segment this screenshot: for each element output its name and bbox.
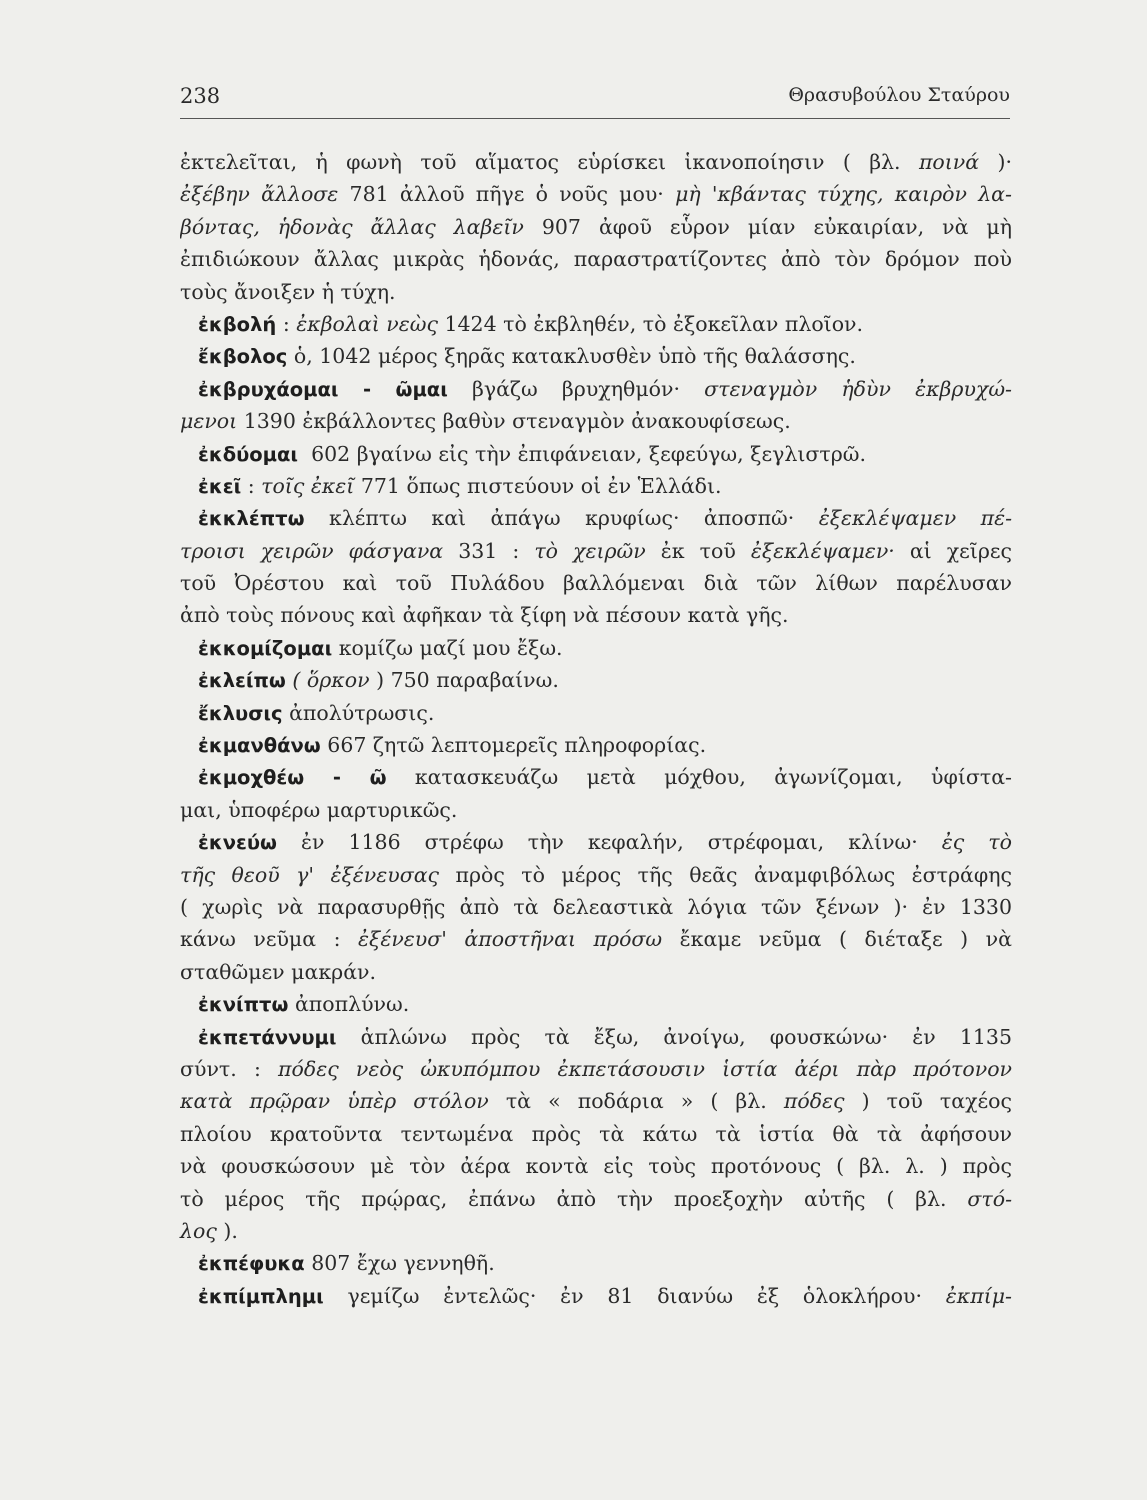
headword: ἐκκομίζομαι <box>198 636 333 660</box>
text-line: τὸ μέρος τῆς πρῴρας, ἐπάνω ἀπὸ τὴν προεξοχὴν αὐτῆς ( βλ. στό- <box>180 1186 1012 1211</box>
entry-ekvrychomai: ἐκβρυχάομαι - ῶμαι βγάζω βρυχηθμόν· στεναγμὸν ἡδὺν ἐκβρυχώ- <box>198 376 1012 401</box>
entry-ekmanthano: ἐκμανθάνω 667 ζητῶ λεπτομερεῖς πληροφορίας. <box>198 733 707 758</box>
text-line: ἀπὸ τοὺς πόνους καὶ ἀφῆκαν τὰ ξίφη νὰ πέσουν κατὰ γῆς. <box>180 603 789 628</box>
page-number: 238 <box>180 84 221 108</box>
headword: ἐκκλέπτω <box>198 507 305 531</box>
text-line: ἐπιδιώκουν ἄλλας μικρὰς ἡδονάς, παραστρατίζοντες ἀπὸ τὸν δρόμον ποὺ <box>180 247 1012 272</box>
headword: ἐκπίμπλημι <box>198 1284 324 1308</box>
entry-ekmochtheo: ἐκμοχθέω - ῶ κατασκευάζω μετὰ μόχθου, ἀγωνίζομαι, ὑφίστα- <box>198 765 1012 790</box>
entry-ekneuo: ἐκνεύω ἐν 1186 στρέφω τὴν κεφαλήν, στρέφομαι, κλίνω· ἐς τὸ <box>198 830 1012 855</box>
headword: ἐκμοχθέω - ῶ <box>198 766 387 790</box>
dictionary-body <box>180 146 1012 1312</box>
headword: ἐκπέφυκα <box>198 1252 305 1276</box>
headword: ἐκμανθάνω <box>198 734 321 758</box>
entry-ekklepto: ἐκκλέπτω κλέπτω καὶ ἀπάγω κρυφίως· ἀποσπῶ· ἐξεκλέψαμεν πέ- <box>198 506 1012 531</box>
text-line: σύντ. : πόδες νεὸς ὠκυπόμπου ἐκπετάσουσιν ἱστία ἀέρι πὰρ πρότονον <box>180 1056 1012 1081</box>
entry-eknipto: ἐκνίπτω ἀποπλύνω. <box>198 992 410 1017</box>
headword: ἐκλείπω <box>198 669 286 693</box>
text-line: βόντας, ἡδονὰς ἄλλας λαβεῖν 907 ἀφοῦ εὗρον μίαν εὐκαιρίαν, νὰ μὴ <box>180 214 1012 239</box>
running-head: Θρασυβούλου Σταύρου <box>788 84 1010 106</box>
headword: ἐκεῖ <box>198 474 242 498</box>
entry-eklysis: ἔκλυσις ἀπολύτρωσις. <box>198 700 435 725</box>
entry-ekpetannymi: ἐκπετάννυμι ἁπλώνω πρὸς τὰ ἔξω, ἀνοίγω, φουσκώνω· ἐν 1135 <box>198 1024 1012 1049</box>
headword: ἔκβολος <box>198 345 288 369</box>
entry-ekkomizomai: ἐκκομίζομαι κομίζω μαζί μου ἔξω. <box>198 635 563 660</box>
text-line: σταθῶμεν μακράν. <box>180 959 377 984</box>
text-line: πλοίου κρατοῦντα τεντωμένα πρὸς τὰ κάτω τὰ ἱστία θὰ τὰ ἀφήσουν <box>180 1121 1012 1146</box>
entry-ekvoli: ἐκβολή : ἐκβολαὶ νεὼς 1424 τὸ ἐκβληθέν, τὸ ἐξοκεῖλαν πλοῖον. <box>198 311 864 336</box>
text-line: λος ). <box>180 1218 238 1243</box>
text-line: κάνω νεῦμα : ἐξένευσ' ἀποστῆναι πρόσω ἔκαμε νεῦμα ( διέταξε ) νὰ <box>180 927 1012 952</box>
headword: ἔκλυσις <box>198 701 283 725</box>
headword: ἐκνεύω <box>198 831 277 855</box>
text-line: ἐξέβην ἄλλοσε 781 ἀλλοῦ πῆγε ὁ νοῦς μου· μὴ 'κβάντας τύχης, καιρὸν λα- <box>180 182 1012 207</box>
headword: ἐκβρυχάομαι - ῶμαι <box>198 377 448 401</box>
entry-ekpimplemi: ἐκπίμπλημι γεμίζω ἐντελῶς· ἐν 81 διανύω ἐξ ὁλοκλήρου· ἐκπίμ- <box>198 1283 1012 1308</box>
text-line: ( χωρὶς νὰ παρασυρθῇς ἀπὸ τὰ δελεαστικὰ λόγια τῶν ξένων )· ἐν 1330 <box>180 894 1012 919</box>
text-line: νὰ φουσκώσουν μὲ τὸν ἀέρα κοντὰ εἰς τοὺς προτόνους ( βλ. λ. ) πρὸς <box>180 1154 1012 1179</box>
entry-ekei: ἐκεῖ : τοῖς ἐκεῖ 771 ὅπως πιστεύουν οἱ ἐν Ἑλλάδι. <box>198 473 722 498</box>
headword: ἐκνίπτω <box>198 993 289 1017</box>
headword: ἐκδύομαι <box>198 442 299 466</box>
entry-ekvolos: ἔκβολος ὁ, 1042 μέρος ξηρᾶς κατακλυσθὲν ὑπὸ τῆς θαλάσσης. <box>198 344 856 369</box>
headword: ἐκβολή <box>198 312 277 336</box>
text-line: τοὺς ἄνοιξεν ἡ τύχη. <box>180 279 396 304</box>
entry-ekdyomai: ἐκδύομαι 602 βγαίνω εἰς τὴν ἐπιφάνειαν, ξεφεύγω, ξεγλιστρῶ. <box>198 441 866 466</box>
text-line: ἐκτελεῖται, ἡ φωνὴ τοῦ αἵματος εὑρίσκει ἱκανοποίησιν ( βλ. ποινά )· <box>180 150 1012 174</box>
headword: ἐκπετάννυμι <box>198 1025 337 1049</box>
text-line: μαι, ὑποφέρω μαρτυρικῶς. <box>180 797 458 822</box>
text-line: τῆς θεοῦ γ' ἐξένευσας πρὸς τὸ μέρος τῆς θεᾶς ἀναμφιβόλως ἐστράφης <box>180 862 1012 887</box>
text-line: κατὰ πρῷραν ὑπὲρ στόλον τὰ « ποδάρια » ( βλ. πόδες ) τοῦ ταχέος <box>180 1089 1012 1114</box>
page-header <box>180 84 1010 119</box>
entry-ekpefyka: ἐκπέφυκα 807 ἔχω γεννηθῆ. <box>198 1251 495 1276</box>
text-line: τροισι χειρῶν φάσγανα 331 : τὸ χειρῶν ἐκ τοῦ ἐξεκλέψαμεν· αἱ χεῖρες <box>180 538 1012 563</box>
entry-ekleipo: ἐκλείπω ( ὅρκον ) 750 παραβαίνω. <box>198 668 559 693</box>
text-line: τοῦ Ὀρέστου καὶ τοῦ Πυλάδου βαλλόμεναι διὰ τῶν λίθων παρέλυσαν <box>180 571 1012 596</box>
text-line: μενοι 1390 ἐκβάλλοντες βαθὺν στεναγμὸν ἀνακουφίσεως. <box>180 409 791 434</box>
